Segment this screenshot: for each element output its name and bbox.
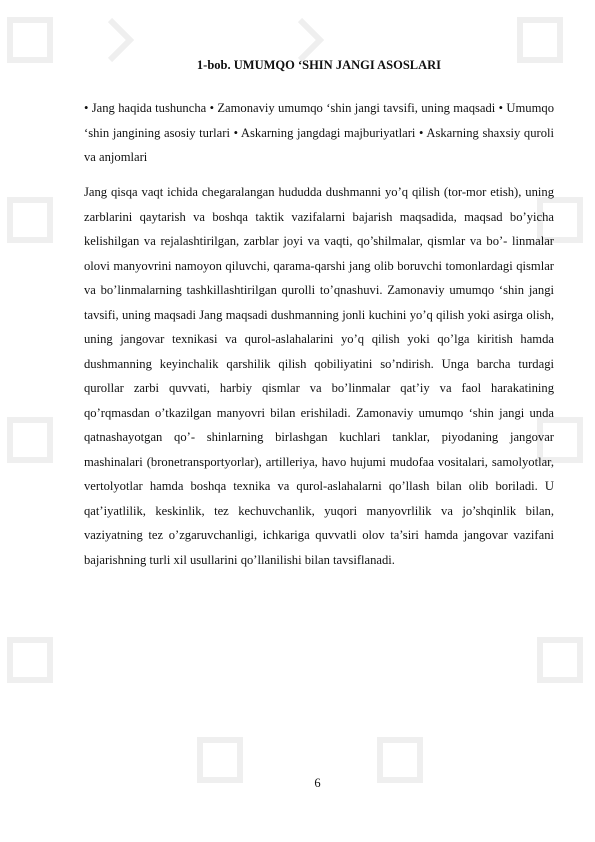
page-number: 6: [314, 776, 321, 790]
topics-list: • Jang haqida tushuncha • Zamonaviy umumqo ‘shin jangi tavsifi, uning maqsadi • Umumqo ‘shin jangining asosiy turlari • Askarning jangdagi majburiyatlari • Askarning shaxsiy quroli va anjomlari: [84, 101, 554, 164]
chapter-title: 1-bob. UMUMQO ‘SHIN JANGI ASOSLARI: [196, 58, 442, 72]
body-paragraph: Jang qisqa vaqt ichida chegaralangan hududda dushmanni yo’q qilish (tor-mor etish), uning zarblarini qaytarish va boshqa taktik vazifalarni bajarish maqsadida, maqsad bo’yicha kelishilgan va rejalashtirilgan, zarblar joyi va vaqti, qo’shilmalar, qismlar va bo’- linmalar olovi manyovrini namoyon qiluvchi, qarama-qarshi jang olib boruvchi tomonlardagi qismlar va bo’linmalarning tashkillashtirilgan qurolli to’qnashuvi. Zamonaviy umumqo ‘shin jangi tavsifi, uning maqsadi Jang maqsadi dushmanning jonli kuchini yo’q qilish yoki asirga olish, uning jangovar texnikasi va qurol-aslahalarini yo’q qilish yoki qo’lga kiritish hamda dushmanning keyinchalik qarshilik qilish qobiliyatini so’ndirish. Unga barcha turdagi qurollar zarbi quvvati, harbiy qismlar va bo’linmalar qat’iy va faol harakatining qo’rqmasdan o’tkazilgan manyovri bilan erishiladi. Zamonaviy umumqo ‘shin jangi unda qatnashayotgan qo’- shinlarning birlashgan kuchlari tanklar, piyodaning jangovar mashinalari (bronetransportyorlar), artilleriya, havo hujumi mudofaa vositalari, samolyotlar, vertolyotlar hamda boshqa texnika va qurol-aslahalarni qo’llash bilan olib boriladi. U qat’iyatlilik, keskinlik, tez kechuvchanlik, yuqori manyovrlilik va jo’shqinlik bilan, vaziyatning tez o’zgaruvchanligi, ichkariga quvvatli olov ta’siri hamda jangovar vazifani bajarishning turli xil usullarini qo’llanilishi bilan tavsiflanadi.: [84, 185, 554, 567]
